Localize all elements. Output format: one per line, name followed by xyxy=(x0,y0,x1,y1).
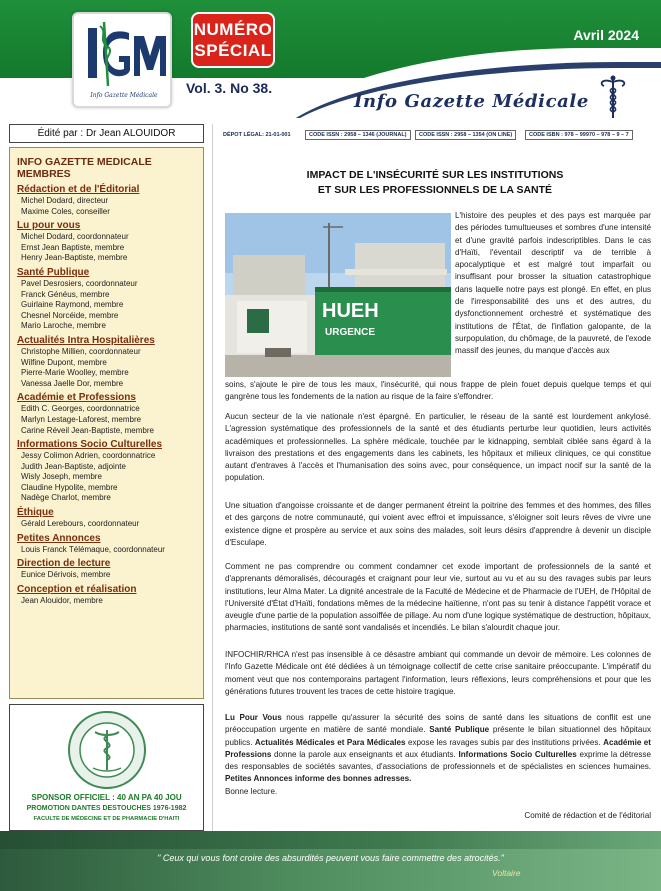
sidebar-member: Michel Dodard, coordonnateur xyxy=(21,232,129,242)
sidebar-section-heading: Lu pour vous xyxy=(17,220,81,232)
special-line-2: SPÉCIAL xyxy=(194,41,272,60)
members-sidebar xyxy=(9,147,204,699)
sidebar-section-heading: Académie et Professions xyxy=(17,392,136,404)
issn-online: CODE ISSN : 2958 – 1354 (ON LINE) xyxy=(415,130,516,140)
isbn-code: CODE ISBN : 978 – 99970 – 978 – 9 – 7 xyxy=(525,130,633,140)
footer-quote: " Ceux qui vous font croire des absurdités peuvent vous faire commettre des atrocités." xyxy=(157,853,504,863)
rubric-sante-publique: Santé Publique xyxy=(429,725,490,735)
sidebar-member: Franck Généus, membre xyxy=(21,289,110,299)
footer-quote-author: Voltaire xyxy=(492,868,521,878)
main-article xyxy=(212,124,656,831)
issn-journal: CODE ISSN : 2958 – 1346 (JOURNAL) xyxy=(305,130,411,140)
hospital-photo-graphic xyxy=(225,213,451,377)
sidebar-member: Wilfine Dupont, membre xyxy=(21,357,107,367)
sidebar-member: Louis Franck Télémaque, coordonnateur xyxy=(21,544,165,554)
paragraph-6-text-1: nous rappelle qu'assurer la sécurité des soins de santé dans les situations de conflit est une préoccupation urgente en matière de santé mondiale. xyxy=(225,713,651,735)
sidebar-member: Chesnel Norcéide, membre xyxy=(21,310,119,320)
sponsor-line-1: SPONSOR OFFICIEL : 40 AN PA 40 JOU xyxy=(31,793,182,802)
sidebar-section-heading: Rédaction et de l'Éditorial xyxy=(17,184,140,195)
article-paragraph-5: INFOCHIR/RHCA n'est pas insensible à ce désastre ambiant qui commande un devoir de mémoire. Les colonnes de l'Info Gazette Médicale ont été dédiées à un témoignage collectif de cette crise sanitaire préoccupante. L'impératif du moment veut que nos contemporains partagent l'information, leurs réflexions, leurs compréhensions et pour que les générations futures trouvent les traces de cette histoire tragique. xyxy=(225,650,651,696)
photo-sign-urgence: URGENCE xyxy=(325,327,376,338)
article-paragraph-2: Aucun secteur de la vie nationale n'est épargné. En particulier, le réseau de la santé est lourdement ankylosé. L'agression systématique des professionnels de la santé et des étudiants perturbe leur quotidien, leurs activités académiques et professionnelles. La sphère médicale, touchée par le kidnapping, semblait ciblée sans égard à la livraison des prestations et des engagements dans les cabinets, les hôpitaux et milieux cliniques, ce qui constitue autant d'entraves à l'accès et l'humanisation des soins avec, pour conséquence, un impact nocif sur la santé de la population. xyxy=(225,412,651,483)
headline-line-1: IMPACT DE L'INSÉCURITÉ SUR LES INSTITUTIONS xyxy=(306,169,564,181)
sidebar-member: Judith Jean-Baptiste, adjointe xyxy=(21,461,126,471)
igm-logo-graphic xyxy=(74,14,174,94)
photo-sign-hueh: HUEH xyxy=(322,300,379,322)
sidebar-member: Nadège Charlot, membre xyxy=(21,493,111,503)
sidebar-member: Guirlaine Raymond, membre xyxy=(21,300,124,310)
legal-codes-bar xyxy=(213,128,657,144)
page-header xyxy=(0,0,661,118)
logo-caption: Info Gazette Médicale xyxy=(90,92,158,99)
rubric-socio-culturelles: Informations Socio Culturelles xyxy=(458,749,577,759)
sidebar-member: Marlyn Lestage-Laforest, membre xyxy=(21,414,142,424)
sidebar-section-heading: Éthique xyxy=(17,507,54,519)
sidebar-section-heading: Petites Annonces xyxy=(17,532,101,544)
article-paragraph-6 xyxy=(225,712,651,798)
paragraph-6-text-2: présente le bilan situationnel des hôpitaux publics. xyxy=(225,725,651,747)
sidebar-member: Edith C. Georges, coordonnatrice xyxy=(21,404,140,414)
article-headline xyxy=(213,168,657,198)
sidebar-member: Christophe Millien, coordonnateur xyxy=(21,346,141,356)
paragraph-6-text-4: donne la parole aux enseignants et aux étudiants. xyxy=(271,749,459,759)
hospital-photo xyxy=(225,213,451,377)
sidebar-member: Michel Dodard, directeur xyxy=(21,196,109,205)
sidebar-title: INFO GAZETTE MEDICALE MEMBRES xyxy=(17,156,152,180)
special-issue-badge xyxy=(191,12,275,68)
sidebar-member: Maxime Coles, conseiller xyxy=(21,206,110,216)
article-paragraph-3: Une situation d'angoisse croissante et de danger permanent étreint la poitrine des femmes et des hommes, des filles et des garçons de notre communauté, qui voient avec effroi et impuissance, s'éloigner soit leurs rêves de vivre une existence digne et prospère au service et aux soins des malades, soit leurs désirs d'apprendre à devenir un disciple d'Esculape. xyxy=(225,501,651,547)
paragraph-6-text-3: expose les ravages subis par des institutions privées. xyxy=(405,737,604,747)
sidebar-section-heading: Direction de lecture xyxy=(17,558,111,570)
sidebar-section-heading: Informations Socio Culturelles xyxy=(17,439,163,451)
article-signature: Comité de rédaction et de l'éditorial xyxy=(524,811,651,820)
article-paragraph-4: Comment ne pas comprendre ou comment condamner cet exode important de professionnels de la santé et d'apprenants démoralisés, découragés et craignant pour leur vie, surtout au vu et au su des ravages subis par leurs institutions, leur Alma Mater. La dignité ancestrale de la Faculté de Médecine et de Pharmacie de l'UEH, de l'Hôpital de l'Université d'État d'Haïti, fondations mêmes de la médecine haïtienne, n'ont pas su tenir à distance l'appétit vorace et aveugle d'une partie de la population assoiffée de pillage. Au nom d'une logique systématique de destruction, hôpitaux, pharmacies, institutions de santé sont vandalisés et incendiés. Le bilan s'alourdit chaque jour. xyxy=(225,562,651,633)
sidebar-member: Jessy Colimon Adrien, coordonnatrice xyxy=(21,451,156,461)
rubric-lu-pour-vous: Lu Pour Vous xyxy=(225,713,282,722)
sidebar-member: Wisly Joseph, membre xyxy=(21,472,102,482)
special-line-1: NUMÉRO xyxy=(193,20,273,39)
masthead-title: Info Gazette Médicale xyxy=(354,91,589,112)
depot-legal: DÉPOT LÉGAL: 21-01-001 xyxy=(223,132,291,138)
sidebar-member: Claudine Hypolite, membre xyxy=(21,482,118,492)
sidebar-section-heading: Actualités Intra Hospitalières xyxy=(17,334,155,346)
rubric-actualites: Actualités Médicales et Para Médicales xyxy=(254,737,406,747)
sidebar-section-heading: Santé Publique xyxy=(17,266,90,278)
closing-line: Bonne lecture. xyxy=(225,786,278,796)
issue-date: Avril 2024 xyxy=(573,27,639,43)
sidebar-member: Jean Alouidor, membre xyxy=(21,595,103,605)
caduceus-icon xyxy=(598,74,628,118)
sidebar-section-heading: Conception et réalisation xyxy=(17,583,137,595)
sidebar-member: Gérald Lerebours, coordonnateur xyxy=(21,519,140,529)
page-footer xyxy=(0,831,661,891)
sidebar-member: Pavel Desrosiers, coordonnateur xyxy=(21,278,138,288)
promotion-seal-icon xyxy=(65,710,149,790)
article-intro-paragraph: L'histoire des peuples et des pays est marquée par des périodes tumultueuses et sombres d'une intensité et d'une gravité parfois indescriptibles. Dans le cas d'Haïti, l'éventail descriptif va de terrible à apocalyptique et est malgré tout imparfait ou insuffisant pour brosser la situation catastrophique dans laquelle notre pays est plongé. En effet, en plus de l'irresponsabilité des uns et des autres, du dysfonctionnement orchestré et systématique des institutions de l'État, de l'inflation galopante, de la surpopulation, du chômage, de la pauvreté, de l'exode massif des jeunes, du manque d'accès aux xyxy=(455,211,651,356)
editor-line: Édité par : Dr Jean ALOUIDOR xyxy=(9,124,204,143)
rubric-petites-annonces: Petites Annonces informe des bonnes adresses. xyxy=(225,774,412,784)
headline-line-2: ET SUR LES PROFESSIONNELS DE LA SANTÉ xyxy=(317,184,553,196)
sponsor-box xyxy=(9,704,204,831)
sidebar-member: Mario Laroche, membre xyxy=(21,321,106,331)
sidebar-member: Ernst Jean Baptiste, membre xyxy=(21,242,125,252)
paragraph-6-text-5: exprime la détresse des responsables de sociétés savantes, d'associations de professionnels et de spécialistes en sciences humaines. xyxy=(225,749,651,772)
igm-logo xyxy=(72,12,172,108)
rubric-academie: Académie et Professions xyxy=(225,737,652,759)
footer-stripe xyxy=(0,831,661,849)
sidebar-member: Vanessa Jaelle Dor, membre xyxy=(21,378,124,388)
sidebar-member: Eunice Dérivois, membre xyxy=(21,570,111,580)
sponsor-line-2: PROMOTION DANTES DESTOUCHES 1976-1982 xyxy=(26,805,187,812)
volume-number: Vol. 3. No 38. xyxy=(186,80,273,96)
sidebar-member: Pierre-Marie Woolley, membre xyxy=(21,368,129,378)
sponsor-line-3: FACULTE DE MÉDECINE ET DE PHARMACIE D'HAITI xyxy=(33,816,180,822)
sidebar-member: Henry Jean-Baptiste, membre xyxy=(21,253,128,263)
sidebar-member: Carine Réveil Jean-Baptiste, membre xyxy=(21,425,154,435)
article-paragraph-1-cont: soins, s'ajoute le pire de tous les maux, l'insécurité, qui nous frappe de plein fouet depuis quelque temps et qui gangrène tous les fondements de la nation au risque de la faire s'effondrer. xyxy=(225,380,651,402)
